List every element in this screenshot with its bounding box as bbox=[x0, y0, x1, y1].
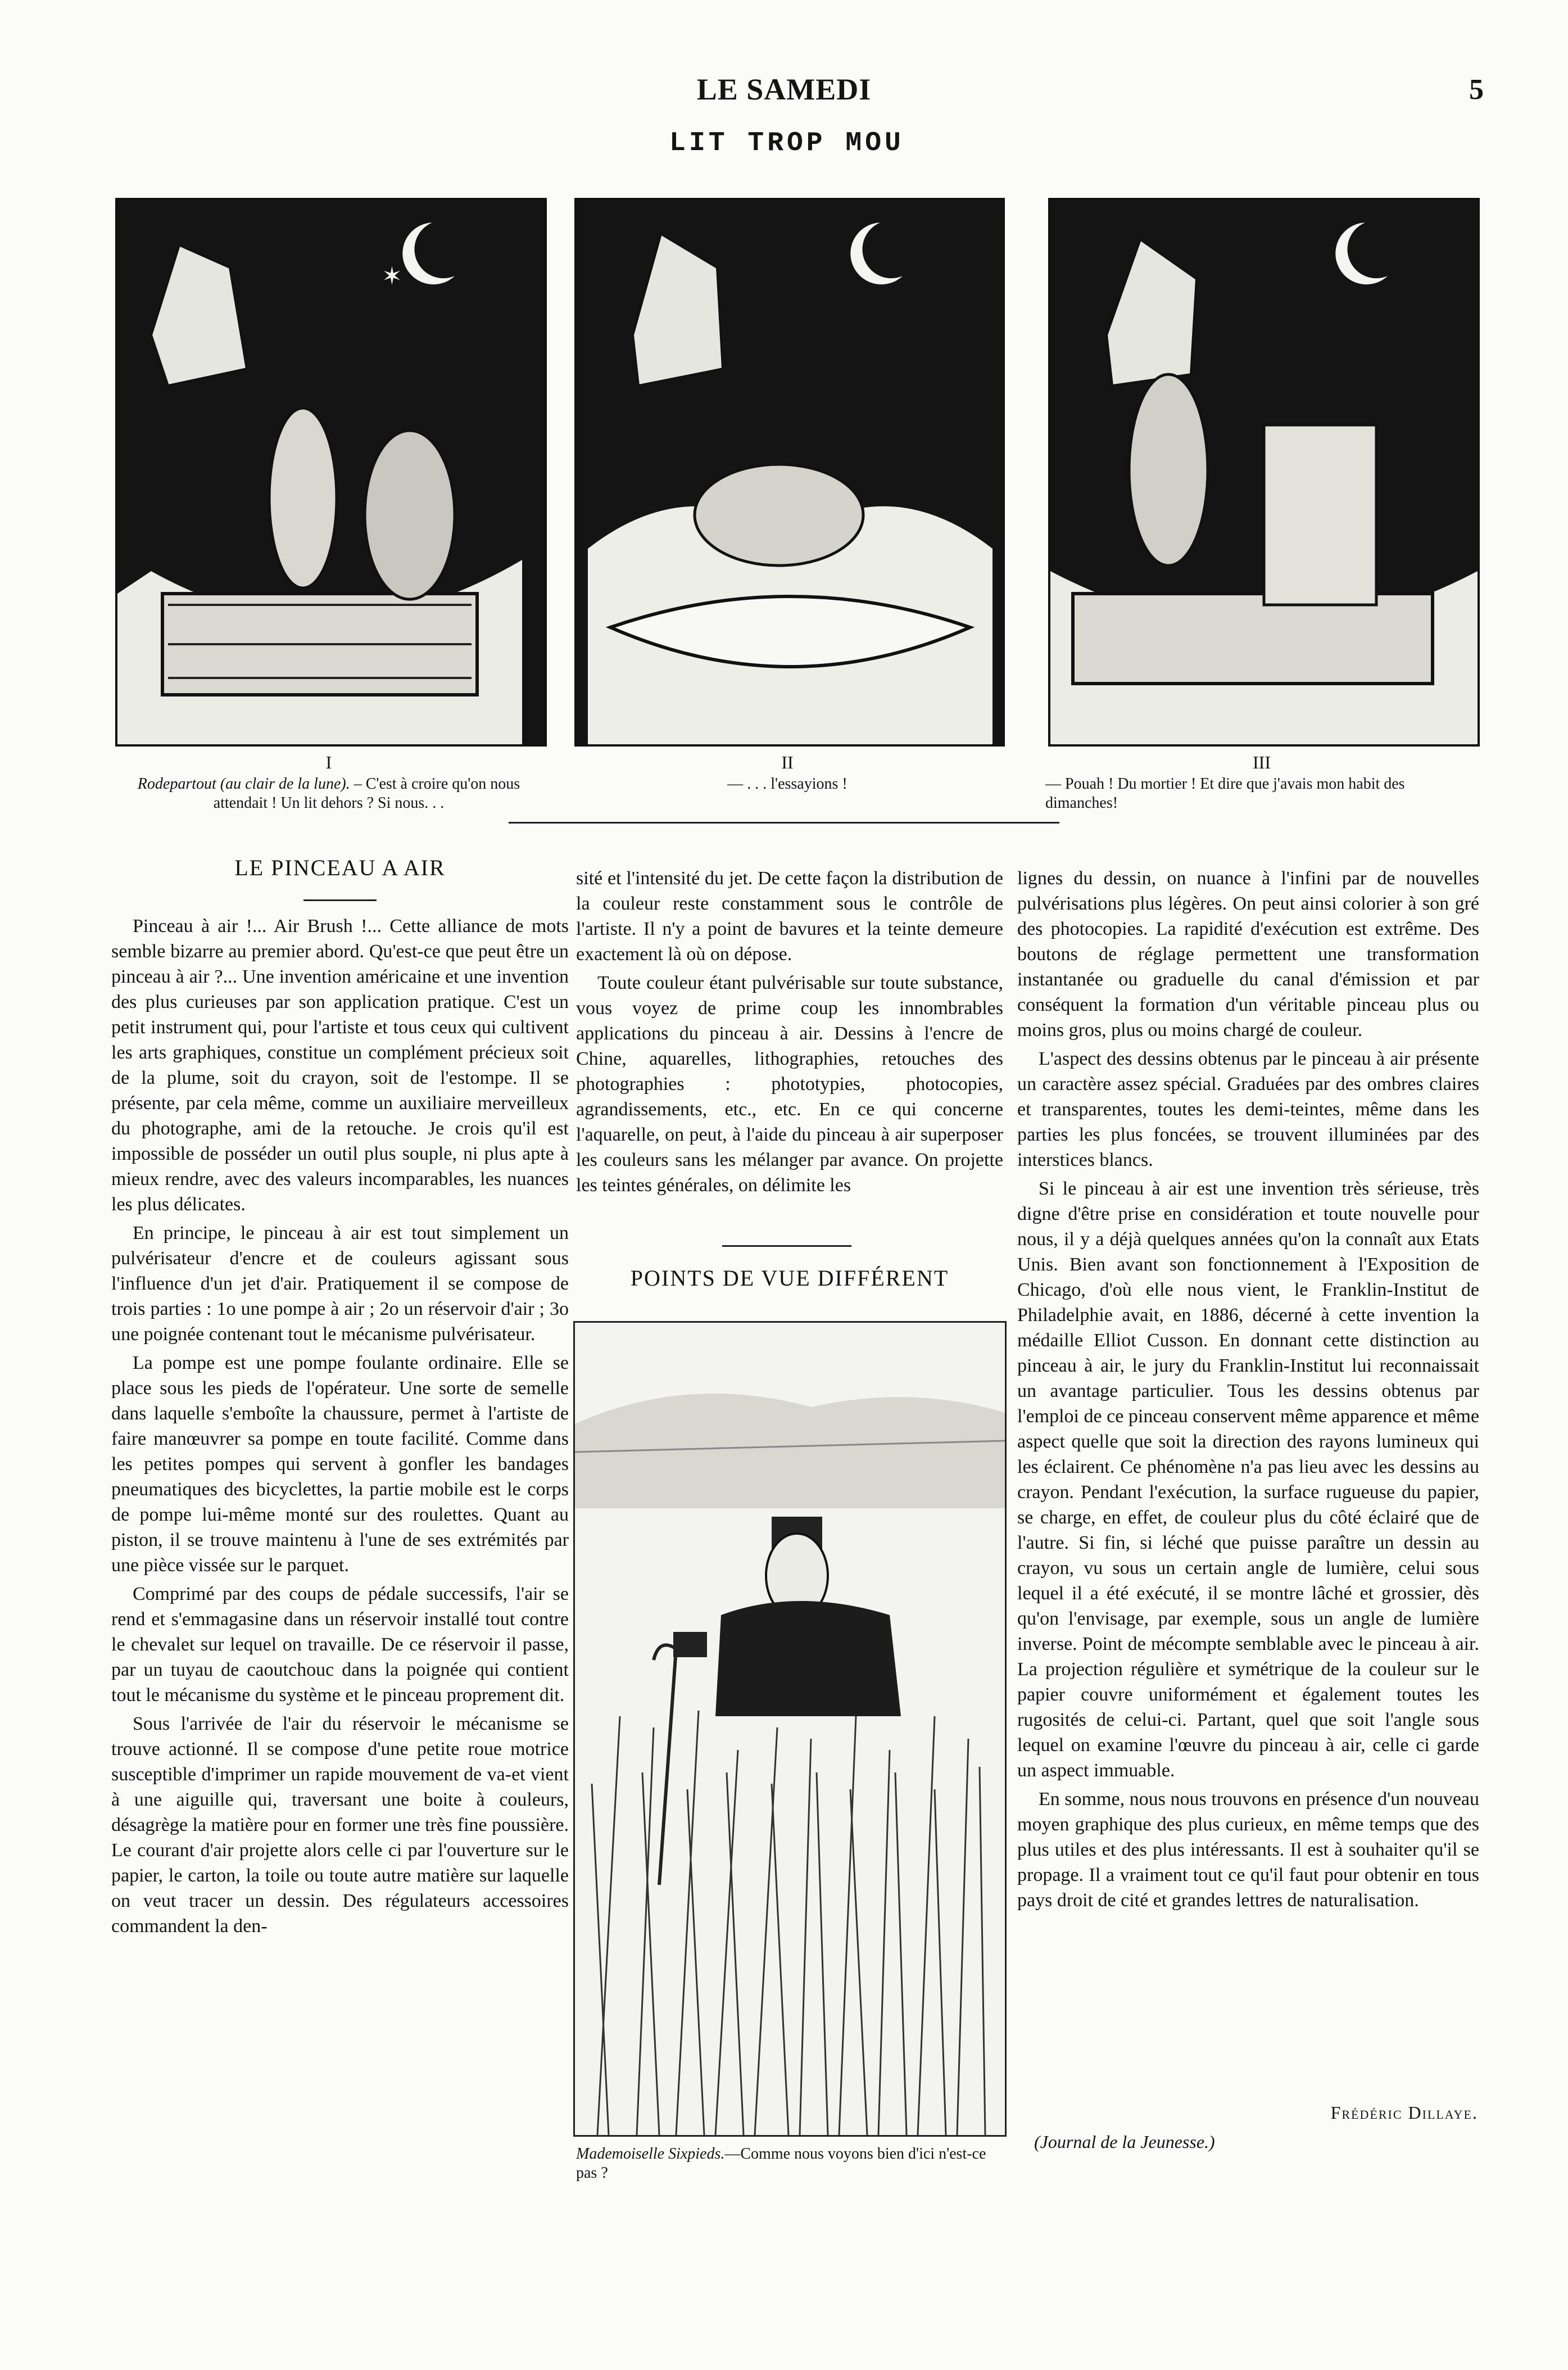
article-paragraph: Pinceau à air !... Air Brush !... Cette alliance de mots semble bizarre au premier abord. Qu'est-ce que peut être un pinceau à air ?... Une invention américaine et une invention des plus curieuses par son application pratique. C'est un petit instrument qui, pour l'artiste et tous ceux qui cultivent les arts graphiques, constitue un complément précieux soit de la plume, soit du crayon, soit de l'estompe. Il se présente, par cela même, comme un auxiliaire merveilleux du photographe, ami de la retouche. Je crois qu'il est impossible de posséder un outil plus souple, ni plus apte à mieux rendre, avec des valeurs incomparables, les nuances les plus délicates. bbox=[111, 916, 569, 1215]
panel-number-3: III bbox=[1253, 752, 1271, 772]
title-underline bbox=[303, 899, 377, 901]
falling-into-mortar-illustration bbox=[577, 200, 1003, 744]
panel-caption-text-1: – C'est à croire qu'on nous attendait ! Un lit dehors ? Si nous. . . bbox=[213, 775, 520, 812]
sidebar-title: POINTS DE VUE DIFFÉRENT bbox=[630, 1265, 949, 1291]
article-paragraph: Si le pinceau à air est une invention très sérieuse, très digne d'être prise en considération et toute nouvelle pour nous, il y a déjà quelques années qu'on la connaît aux Etats Unis. Bien avant son fonctionnement à l'Exposition de Chicago, d'où elle nous vient, le Franklin-Institut de Philadelphie avait, en 1886, décerné à cette invention la médaille Elliot Cusson. En donnant cette distinction au pinceau à air, le jury du Franklin-Institut lui reconnaissait un avantage particulier. Tous les dessins obtenus par l'emploi de ce pinceau conservent même apparence et même aspect quelle que soit la direction des rayons lumineux qui les éclairent. Ce phénomène n'a pas lieu avec les dessins au crayon. Pendant l'exécution, la surface rugueuse du papier, se charge, en effet, de couleur plus du côté éclairé que de l'autre. Si fin, si léché que puisse paraître un dessin au crayon, vu sous un certain angle de lumière, celui sous lequel il a été exécuté, il se montre lâché et grossier, dès qu'on l'envisage, par exemple, sous un angle de lumière inverse. Point de mécompte semblable avec le pinceau à air. La projection régulière et symétrique de la couleur sur le papier couvre uniformément et également toutes les rugosités de celui-ci. Partant, quel que soit l'angle sous lequel on examine l'œuvre du pinceau à air, celle ci garde un aspect immuable. bbox=[1017, 1178, 1479, 1781]
article-column-3 bbox=[1017, 866, 1479, 1913]
article-paragraph: sité et l'intensité du jet. De cette façon la distribution de la couleur reste constamment sous le contrôle de l'artiste. Il n'y a point de bavures et la teinte demeure exactement là où on dépose. bbox=[576, 868, 1003, 965]
night-scene-bed-illustration bbox=[117, 200, 545, 744]
cartoon-panel-3 bbox=[1048, 198, 1480, 747]
cartoon-title: LIT TROP MOU bbox=[669, 128, 904, 159]
section-divider bbox=[509, 822, 1059, 824]
article-paragraph: Toute couleur étant pulvérisable sur toute substance, vous voyez de prime coup les innombrables applications du pinceau à air. Dessins à l'encre de Chine, aquarelles, lithographies, retouches des photographies : phototypies, photocopies, agrandissements, etc., etc. En ce qui concerne l'aquarelle, on peut, à l'aide du pinceau à air superposer les couleurs sans les mélanger par avance. On projette les teintes générales, on délimite les bbox=[576, 973, 1003, 1196]
panel-caption-1 bbox=[110, 775, 548, 813]
page-number: 5 bbox=[1469, 74, 1484, 106]
svg-text:✶: ✶ bbox=[382, 262, 402, 291]
article-paragraph: En somme, nous nous trouvons en présence d'un nouveau moyen graphique des plus curieux, en même temps que des plus utiles et des plus intéressants. Il est à souhaiter qu'il se propage. Il a vraiment tout ce qu'il faut pour obtenir en tous pays droit de cité et grandes lettres de naturalisation. bbox=[1017, 1789, 1479, 1911]
mortar-covered-men-illustration bbox=[1050, 200, 1478, 744]
panel-caption-speaker-1: Rodepartout (au clair de la lune). bbox=[137, 775, 350, 793]
article-paragraph: La pompe est une pompe foulante ordinaire. Elle se place sous les pieds de l'opérateur. Une sorte de semelle dans laquelle s'emboîte la chaussure, permet à l'artiste de faire manœuvrer sa pompe en toute facilité. Comme dans les petites pompes qui servent à gonfler les bandages pneumatiques des bicyclettes, la partie mobile est le corps de pompe lui-même monté sur des roulettes. Quant au piston, il se trouve maintenu à l'une de ses extrémités par une pièce vissée sur le parquet. bbox=[111, 1353, 569, 1576]
cartoon-panel-1 bbox=[115, 198, 547, 747]
article-column-1 bbox=[111, 913, 569, 1939]
sidebar-caption-speaker: Mademoiselle Sixpieds. bbox=[576, 2145, 725, 2163]
cartoon-panel-2 bbox=[574, 198, 1005, 747]
article-title: LE PINCEAU A AIR bbox=[234, 855, 446, 880]
article-paragraph: En principe, le pinceau à air est tout simplement un pulvérisateur d'encre et de couleurs agissant sous l'influence d'un jet d'air. Pratiquement il se compose de trois parties : 1o une pompe à air ; 2o un réservoir d'air ; 3o une poignée contenant tout le mécanisme pulvérisateur. bbox=[111, 1223, 569, 1345]
sidebar-caption bbox=[576, 2145, 1003, 2183]
article-paragraph: Sous l'arrivée de l'air du réservoir le mécanisme se trouve actionné. Il se compose d'une petite roue motrice susceptible d'imprimer un rapide mouvement de va-et vient à une aiguille qui, traversant une boite à couleurs, désagrège la matière pour en former une très fine poussière. Le courant d'air projette alors celle ci par l'ouverture sur le papier, le carton, la toile ou toute autre matière sur laquelle on veut tracer un dessin. Des régulateurs accessoires commandent la den- bbox=[111, 1713, 569, 1937]
panel-number-1: I bbox=[325, 752, 332, 772]
article-paragraph: lignes du dessin, on nuance à l'infini par de nouvelles pulvérisations plus légères. On peut ainsi colorier à son gré des photocopies. La rapidité d'exécution est extrême. Des boutons de réglage permettent une transformation instantanée ou graduelle du canal d'émission et par conséquent la formation d'un véritable pinceau plus ou moins gros, plus ou moins chargé de couleur. bbox=[1017, 868, 1479, 1041]
panel-number-2: II bbox=[781, 752, 794, 772]
tall-woman-in-wheat-field-illustration bbox=[575, 1323, 1005, 2135]
sidebar-caption-text: —Comme nous voyons bien d'ici n'est-ce pas ? bbox=[576, 2145, 986, 2182]
article-column-2 bbox=[576, 866, 1003, 1198]
sidebar-illustration bbox=[573, 1321, 1007, 2137]
panel-caption-2: — . . . l'essayions ! bbox=[727, 775, 848, 793]
article-paragraph: Comprimé par des coups de pédale successifs, l'air se rend et s'emmagasine dans un réservoir installé tout contre le chevalet sur lequel on travaille. De ce réservoir il passe, par un tuyau de caoutchouc dans la poignée qui contient tout le mécanisme du système et le pinceau proprement dit. bbox=[111, 1584, 569, 1706]
author-signature: Frédéric Dillaye. bbox=[1330, 2102, 1478, 2123]
panel-caption-3: — Pouah ! Du mortier ! Et dire que j'avais mon habit des dimanches! bbox=[1045, 775, 1405, 812]
article-source: (Journal de la Jeunesse.) bbox=[1034, 2132, 1215, 2152]
article-paragraph: L'aspect des dessins obtenus par le pinceau à air présente un caractère assez spécial. Graduées par des ombres claires et transparentes, toutes les demi-teintes, même dans les parties les plus foncées, se trouvent illuminées par des interstices blancs. bbox=[1017, 1048, 1479, 1170]
newspaper-title: LE SAMEDI bbox=[696, 73, 872, 106]
section-divider-short bbox=[722, 1245, 851, 1247]
